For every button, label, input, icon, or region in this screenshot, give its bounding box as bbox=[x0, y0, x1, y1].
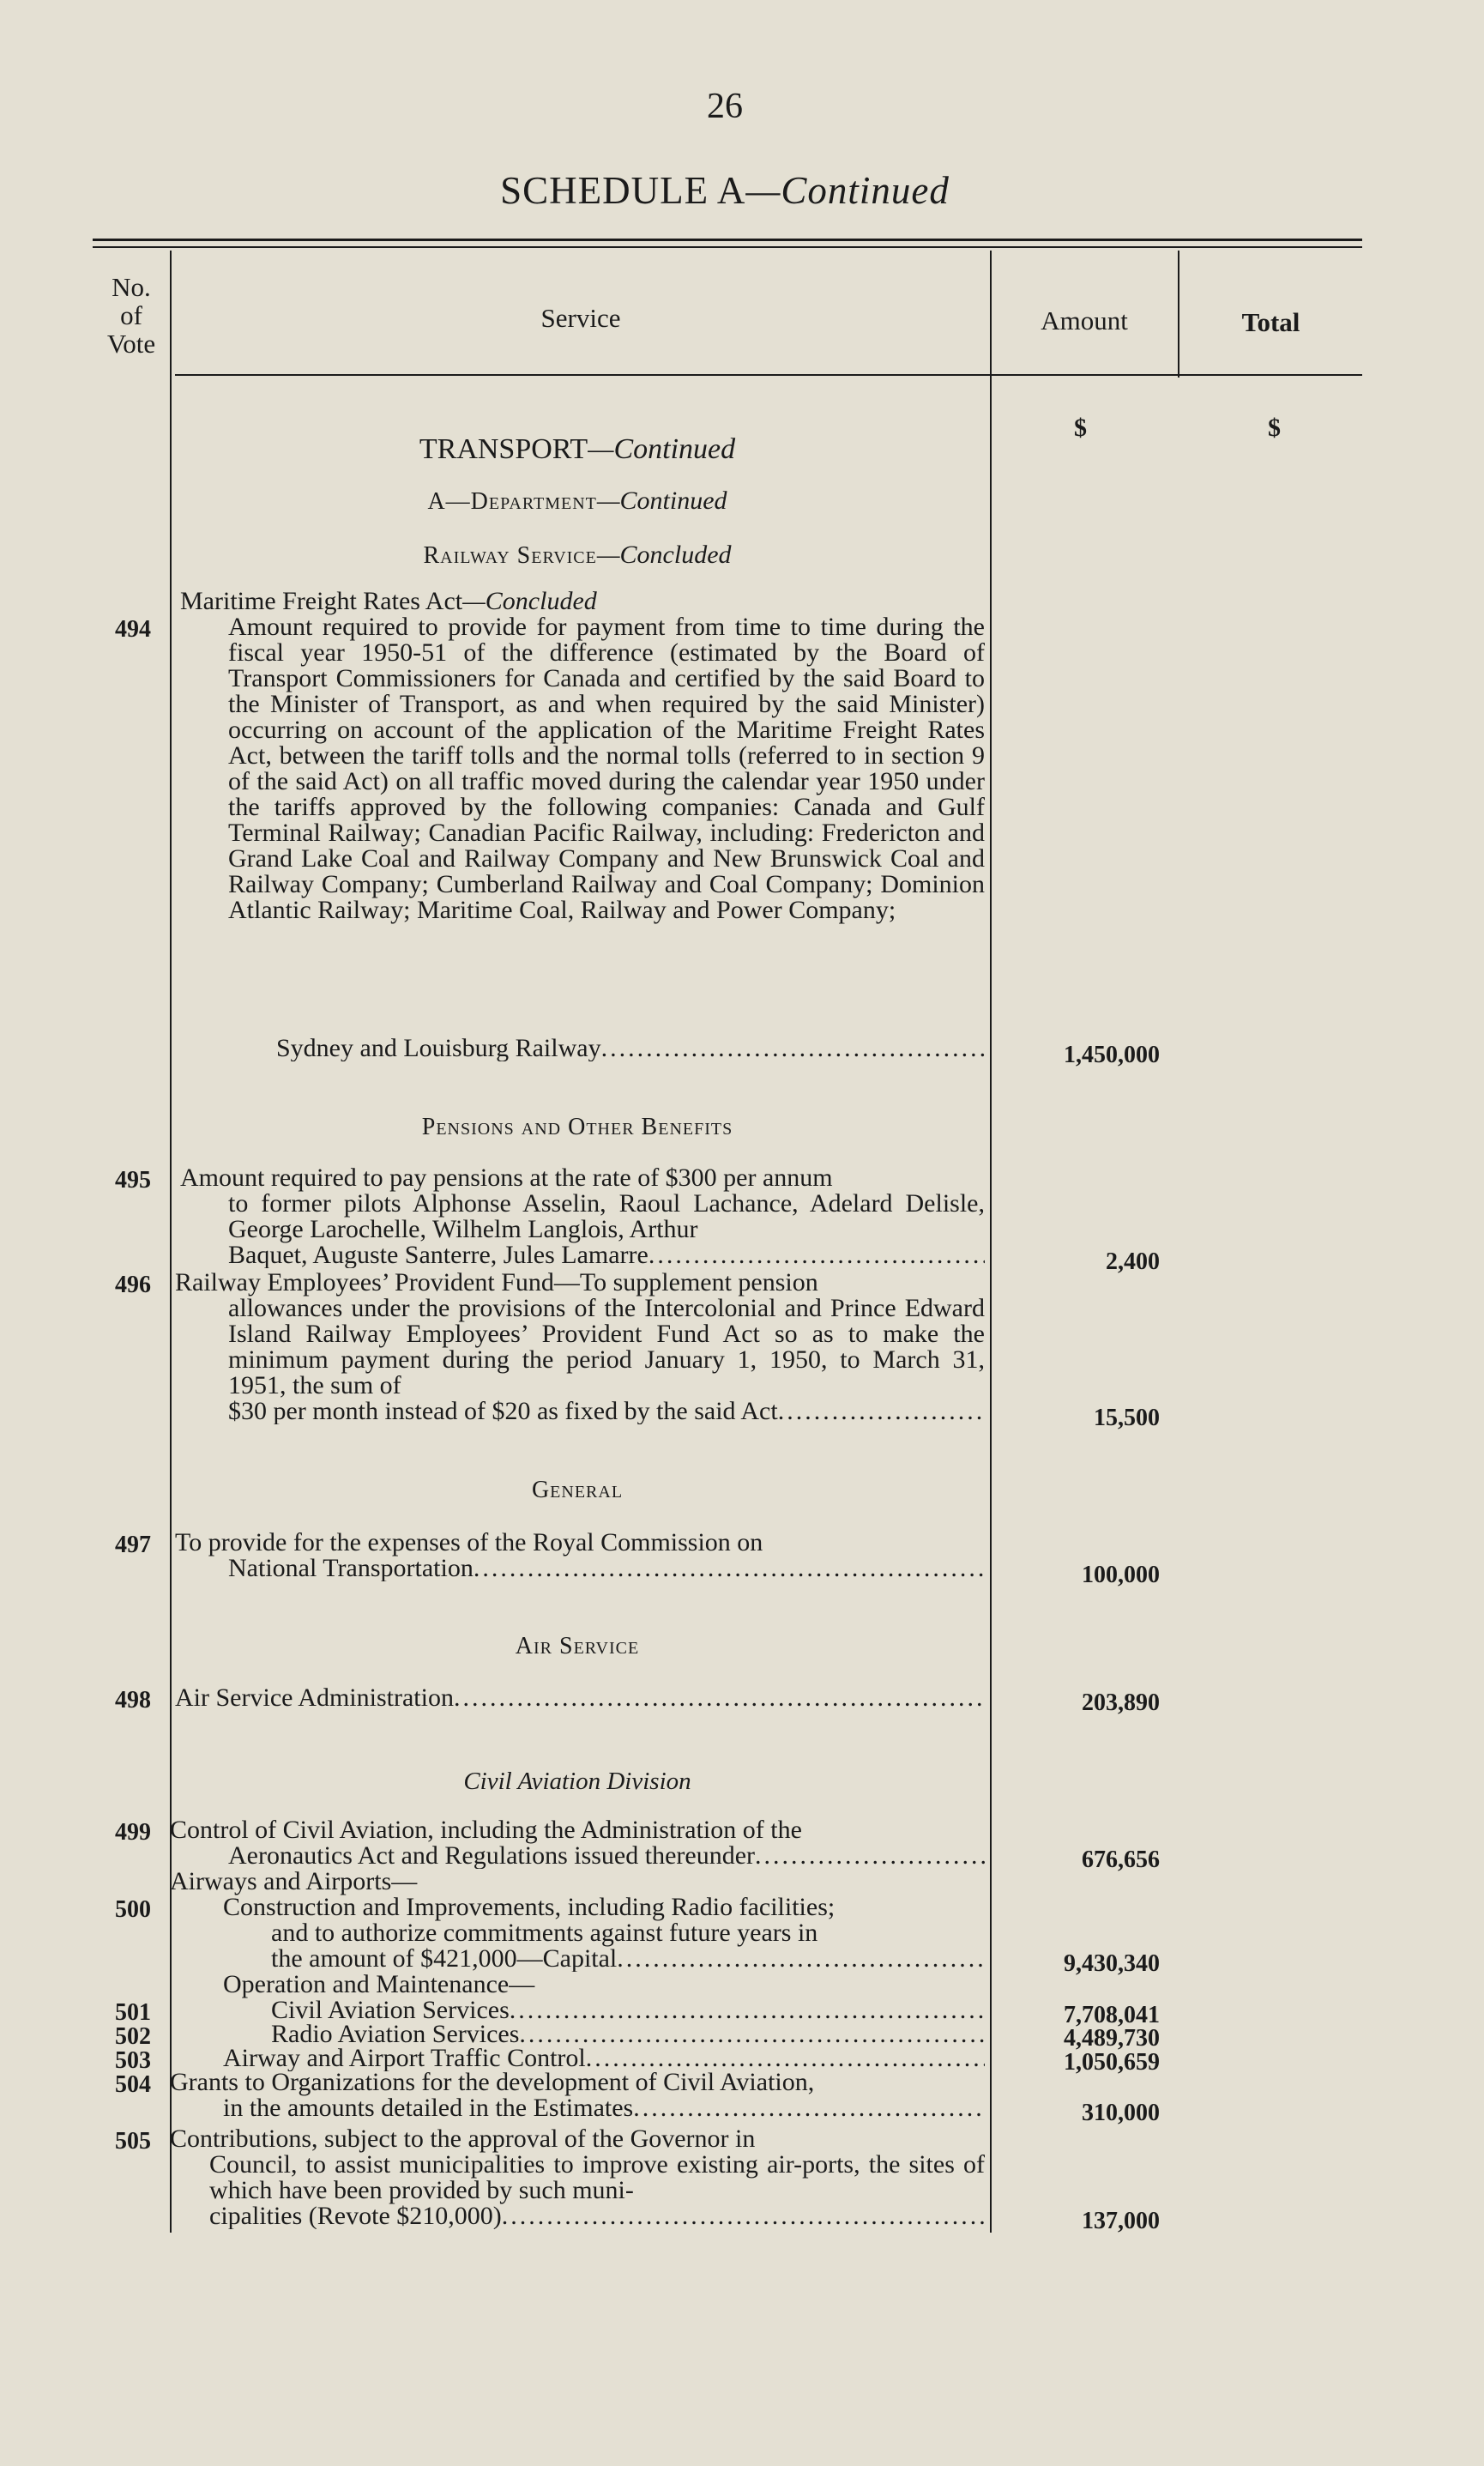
section-pensions: Pensions and Other Benefits bbox=[421, 1114, 733, 1140]
vote-500-last-text: the amount of $421,000—Capital bbox=[271, 1946, 618, 1972]
header-vote-line1: No. bbox=[112, 272, 151, 302]
vote-496-first: Railway Employees’ Provident Fund—To supplement pension bbox=[175, 1268, 818, 1296]
maritime-heading-main: Maritime Freight Rates Act bbox=[180, 587, 463, 615]
vote-494-last-text: Sydney and Louisburg Railway bbox=[276, 1036, 601, 1061]
vote-504-amount: 310,000 bbox=[1082, 2100, 1160, 2126]
top-rule-2 bbox=[93, 246, 1362, 248]
header-amount: Amount bbox=[1041, 305, 1128, 335]
vote-499-amount: 676,656 bbox=[1082, 1846, 1160, 1873]
dot-leader bbox=[519, 2022, 985, 2047]
header-service: Service bbox=[540, 303, 621, 333]
vote-498-last-line bbox=[175, 1685, 985, 1711]
dot-leader bbox=[474, 1556, 985, 1581]
vote-number: 499 bbox=[115, 1819, 151, 1846]
section-department bbox=[170, 487, 985, 516]
vote-495-amount: 2,400 bbox=[1106, 1248, 1160, 1275]
vote-499-last-line bbox=[228, 1843, 985, 1869]
section-transport-suffix: —Continued bbox=[588, 433, 736, 465]
dot-leader bbox=[617, 1946, 985, 1972]
dot-leader bbox=[648, 1242, 985, 1268]
vote-500-text: and to authorize commitments against future years in bbox=[271, 1919, 818, 1947]
vote-498-last-text: Air Service Administration bbox=[175, 1685, 454, 1711]
header-vote bbox=[93, 273, 170, 358]
vote-499-first: Control of Civil Aviation, including the Administration of the bbox=[170, 1816, 802, 1844]
dot-leader bbox=[633, 2095, 985, 2121]
vote-502-last-text: Radio Aviation Services bbox=[271, 2022, 520, 2047]
vote-505-text: Council, to assist municipalities to improve existing air-ports, the sites of which have been provided by such muni- bbox=[209, 2150, 985, 2204]
vote-497-amount: 100,000 bbox=[1082, 1562, 1160, 1588]
vote-505-last-line bbox=[209, 2203, 985, 2229]
currency-total: $ bbox=[1268, 414, 1281, 442]
schedule-title bbox=[0, 168, 1450, 213]
section-transport-main: TRANSPORT bbox=[419, 433, 588, 465]
airways-heading: Airways and Airports— bbox=[170, 1867, 418, 1895]
section-civil-aviation: Civil Aviation Division bbox=[463, 1768, 691, 1795]
vote-495-last-text: Baquet, Auguste Santerre, Jules Lamarre bbox=[228, 1242, 648, 1268]
vote-number: 505 bbox=[115, 2128, 151, 2155]
vote-504-last-line bbox=[223, 2095, 985, 2121]
vote-500-amount: 9,430,340 bbox=[1064, 1950, 1160, 1977]
dot-leader bbox=[601, 1036, 985, 1061]
vote-499-last-text: Aeronautics Act and Regulations issued thereunder bbox=[228, 1843, 756, 1869]
header-rule bbox=[175, 374, 1362, 376]
vote-number: 496 bbox=[115, 1272, 151, 1298]
vote-496-text: allowances under the provisions of the Intercolonial and Prince Edward Island Railway Employees’ Provident Fund Act so as to make the minimum payment during the period January 1, 1950, to March 31, 1951, the sum of bbox=[228, 1294, 985, 1399]
divider-service bbox=[990, 251, 992, 2233]
vote-503-last-text: Airway and Airport Traffic Control bbox=[223, 2046, 586, 2071]
top-rule-1 bbox=[93, 239, 1362, 241]
vote-500-first: Construction and Improvements, including Radio facilities; bbox=[223, 1893, 836, 1921]
dot-leader bbox=[778, 1399, 985, 1424]
vote-505-last-text: cipalities (Revote $210,000) bbox=[209, 2203, 502, 2229]
vote-505-first: Contributions, subject to the approval of the Governor in bbox=[170, 2125, 756, 2153]
vote-494-amount: 1,450,000 bbox=[1064, 1042, 1160, 1068]
vote-number: 502 bbox=[115, 2023, 151, 2050]
vote-495-last-line bbox=[228, 1242, 985, 1268]
vote-494-last-line bbox=[276, 1036, 985, 1061]
vote-497-last-line bbox=[228, 1556, 985, 1581]
header-vote-line2: of bbox=[120, 300, 142, 330]
section-department-main: A—Department bbox=[427, 488, 597, 515]
vote-number: 495 bbox=[115, 1167, 151, 1194]
dot-leader bbox=[510, 1998, 985, 2023]
vote-505-amount: 137,000 bbox=[1082, 2208, 1160, 2234]
vote-number: 497 bbox=[115, 1532, 151, 1558]
header-total: Total bbox=[1241, 307, 1300, 337]
dot-leader bbox=[502, 2203, 985, 2229]
section-air-service: Air Service bbox=[515, 1633, 640, 1659]
currency-amount: $ bbox=[1074, 414, 1087, 442]
vote-498-amount: 203,890 bbox=[1082, 1689, 1160, 1716]
vote-number: 504 bbox=[115, 2071, 151, 2098]
vote-502-amount: 4,489,730 bbox=[1064, 2025, 1160, 2052]
schedule-title-suffix: —Continued bbox=[745, 169, 950, 212]
vote-501-amount: 7,708,041 bbox=[1064, 2002, 1160, 2028]
dot-leader bbox=[755, 1843, 985, 1869]
vote-495-text: to former pilots Alphonse Asselin, Raoul Lachance, Adelard Delisle, George Larochelle, Wilhelm Langlois, Arthur bbox=[228, 1189, 985, 1243]
vote-500-last-line bbox=[271, 1946, 985, 1972]
vote-496-amount: 15,500 bbox=[1094, 1405, 1160, 1431]
page-number: 26 bbox=[707, 87, 743, 126]
maritime-heading bbox=[180, 589, 597, 614]
vote-502-last-line bbox=[271, 2022, 985, 2047]
schedule-title-main: SCHEDULE A bbox=[500, 169, 746, 212]
vote-496-last-line bbox=[228, 1399, 985, 1424]
vote-496-last-text: $30 per month instead of $20 as fixed by the said Act bbox=[228, 1399, 778, 1424]
vote-497-last-text: National Transportation bbox=[228, 1556, 474, 1581]
vote-number: 503 bbox=[115, 2047, 151, 2074]
section-general: General bbox=[531, 1477, 624, 1503]
vote-497-first: To provide for the expenses of the Royal Commission on bbox=[175, 1528, 763, 1556]
section-transport bbox=[170, 433, 985, 466]
vote-504-first: Grants to Organizations for the development of Civil Aviation, bbox=[170, 2068, 815, 2096]
dot-leader bbox=[454, 1685, 985, 1711]
section-railway-main: Railway Service bbox=[423, 542, 597, 569]
vote-number: 500 bbox=[115, 1896, 151, 1923]
vote-number: 494 bbox=[115, 616, 151, 643]
vote-495-first: Amount required to pay pensions at the rate of $300 per annum bbox=[180, 1163, 833, 1192]
vote-number: 498 bbox=[115, 1687, 151, 1714]
vote-503-amount: 1,050,659 bbox=[1064, 2049, 1160, 2076]
vote-501-last-text: Civil Aviation Services bbox=[271, 1998, 510, 2023]
section-department-suffix: —Continued bbox=[596, 487, 727, 515]
header-vote-line3: Vote bbox=[106, 329, 156, 359]
vote-504-last-text: in the amounts detailed in the Estimates bbox=[223, 2095, 634, 2121]
operation-heading: Operation and Maintenance— bbox=[223, 1970, 535, 1998]
vote-number: 501 bbox=[115, 1999, 151, 2026]
section-railway-suffix: —Concluded bbox=[596, 541, 732, 569]
section-railway bbox=[170, 541, 985, 570]
vote-494-text: Amount required to provide for payment from time to time during the fiscal year 1950-51 of the difference (estimated by the Board of Transport Commissioners for Canada and certified by the said Board to the Minister of Transport, as and when required by the said Minister) occurring on account of the application of the Maritime Freight Rates Act, between the tariff tolls and the normal tolls (referred to in section 9 of the said Act) on all traffic moved during the calendar year 1950 under the tariffs approved by the following companies: Canada and Gulf Terminal Railway; Canadian Pacific Railway, including: Fredericton and Grand Lake Coal and Railway Company and New Brunswick Coal and Railway Company; Cumberland Railway and Coal Company; Dominion Atlantic Railway; Maritime Coal, Railway and Power Company; bbox=[228, 613, 985, 924]
maritime-heading-suffix: —Concluded bbox=[462, 587, 597, 615]
vote-501-last-line bbox=[271, 1998, 985, 2023]
